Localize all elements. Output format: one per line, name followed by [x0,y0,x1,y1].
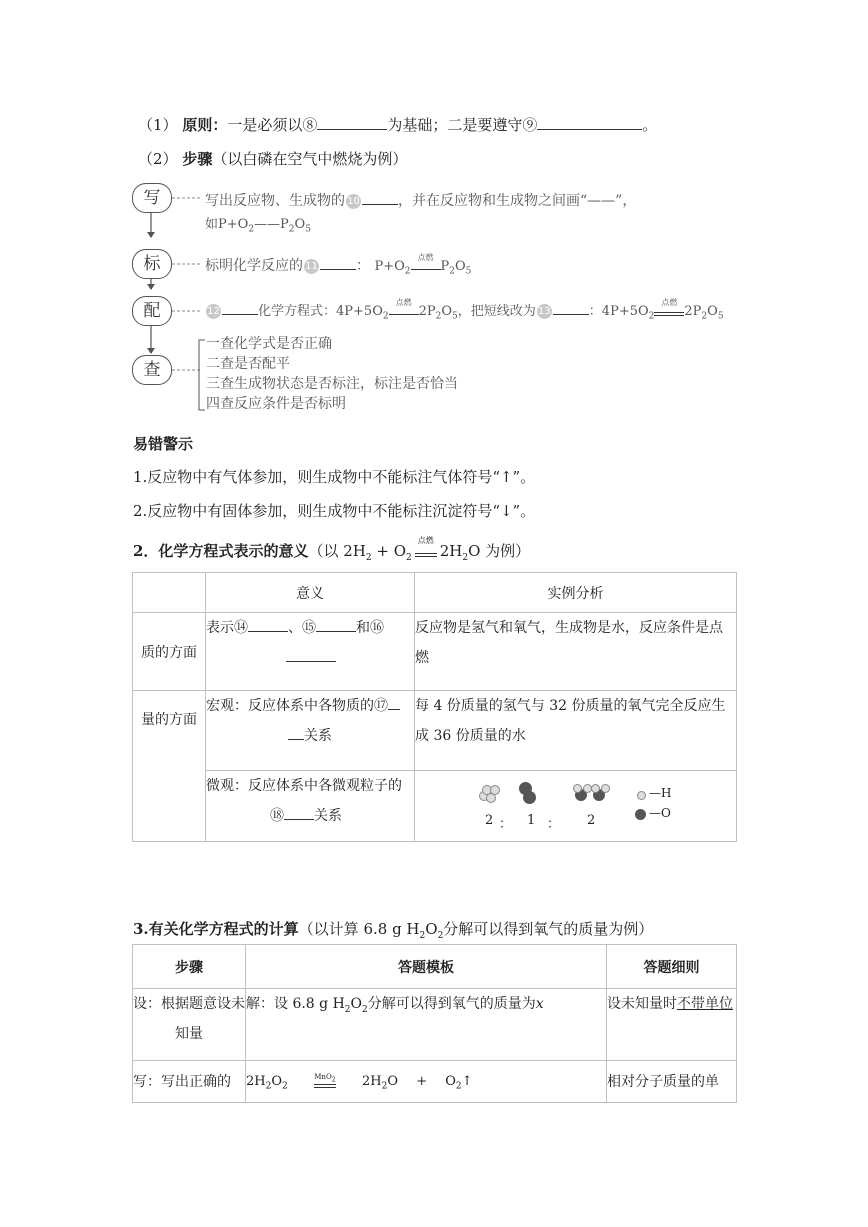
calc-header-template: 答题模板 [246,945,607,989]
blank-number-16: ⑯ [370,620,384,636]
check-item-3: 三查生成物状态是否标注，标注是否恰当 [206,376,458,392]
write-eq-left: 如P+O [205,217,249,232]
principle-label: 原则： [182,116,228,134]
meaning-table [132,572,737,842]
meaning-row2-meaning: 宏观：反应体系中各物质的⑰ 关系 [206,691,415,771]
principle-line [138,114,657,135]
calc-catalyst: MnO [314,1072,332,1081]
check-step-list [206,334,458,414]
balance-text-b: ，把短线改为 [457,304,536,319]
blank-number-14: ⑭ [234,620,248,636]
legend-o-atom [635,809,646,820]
h2-molecule-atom-4 [490,785,500,795]
calc-row1-rule: 设未知量时不带单位 [607,989,737,1061]
principle-num: （1） [138,116,178,134]
calc-row1-rule-underlined: 不带单位 [677,996,733,1012]
calc-title-line: 3.有关化学方程式的计算（以计算 6.8 g $H_2O_2$分解可以得到氧气的质量为例） [133,920,654,941]
steps-label: 步骤 [182,150,213,168]
blank-number-9: ⑨ [522,116,538,134]
balance-text-a: 化学方程式： [258,304,337,319]
calc-row2-template: $2H_2O_2$ MnO$_2$ $2H_2O$ + $O_2↑$ [246,1061,607,1103]
legend-h-label: —H [649,786,672,800]
warning-item-1: 1.反应物中有气体参加，则生成物中不能标注气体符号“↑”。 [133,468,536,486]
check-item-1: 一查化学式是否正确 [206,336,332,352]
mark-step-line: 标明化学反应的 11 ： $P+O_2$ 点燃 $P_2O_5$ [205,252,472,277]
meaning-header-meaning: 意义 [206,573,415,613]
calc-row1-template: 解：设 6.8 g $H_2O_2$分解可以得到氧气的质量为x [246,989,607,1061]
write-step-line2: 如$P+O_2——P_2O_5$ [205,217,311,235]
meaning-condition: 点燃 [417,536,434,545]
write-step-line1 [205,190,636,210]
blank-number-11: 11 [305,260,318,272]
legend-o-label: —O [649,806,671,820]
calc-row2-step: 写：写出正确的 [133,1061,246,1103]
balance-condition-2: 点燃 [661,297,678,307]
calc-row2-rule: 相对分子质量的单 [607,1061,737,1103]
steps-num: （2） [138,150,178,168]
blank-10 [362,190,398,205]
write-text-a: 写出反应物、生成物的 [205,193,345,209]
blank-13 [553,300,589,315]
mark-text: 标明化学反应的 [205,258,303,274]
blank-11 [320,255,356,270]
calc-table [132,944,737,1103]
calc-title: 3.有关化学方程式的计算 [133,920,299,938]
molecule-diagram: 2 ： 1 ： 2 —H —O [415,771,735,841]
principle-text-a: 一是必须以 [227,116,303,134]
write-eq-dash: —— [254,217,281,232]
h2o-molecule-h-4 [601,784,610,793]
check-item-2: 二查是否配平 [206,356,290,372]
warning-item-2: 2.反应物中有固体参加，则生成物中不能标注沉淀符号“↓”。 [133,502,536,520]
meaning-row3-example [415,771,737,842]
ratio-value-3: 2 [587,813,596,828]
meaning-row3-meaning: 微观：反应体系中各微观粒子的 ⑱ 关系 [206,771,415,842]
calc-header-step: 步骤 [133,945,246,989]
h2o-molecule-h-3 [591,784,600,793]
o2-molecule-atom-2 [523,791,536,804]
blank-number-10: 10 [347,195,360,207]
blank-number-8: ⑧ [302,116,318,134]
mark-condition: 点燃 [417,252,434,262]
h2o-molecule-h-1 [573,784,582,793]
calc-row1-step: 设：根据题意设未知量 [133,989,246,1061]
check-item-4: 四查反应条件是否标明 [206,396,346,412]
steps-note: （以白磷在空气中燃烧为例） [212,150,408,168]
blank-number-13: 13 [537,306,551,317]
blank-8 [317,115,387,130]
steps-header [138,148,407,169]
blank-number-12: 12 [207,306,220,317]
meaning-row2-label: 量的方面 [133,691,206,842]
meaning-row1-example: 反应物是氢气和氧气，生成物是水，反应条件是点燃 [415,613,737,691]
balance-step-line: 12 化学方程式：$4P+5O_2$ 点燃 $2P_2O_5$，把短线改为 13 ：$4P+5O_2$ 点燃 $2P_2O_5$ [207,297,724,322]
calc-header-rule: 答题细则 [607,945,737,989]
legend-h-atom [637,791,646,800]
step-mark-box: 标 [132,249,172,279]
ratio-value-2: 1 [527,813,536,828]
step-write-box: 写 [132,183,172,213]
meaning-row1-label: 质的方面 [133,613,206,691]
blank-number-17: ⑰ [374,698,388,714]
step-check-box: 查 [132,355,172,385]
warning-title: 易错警示 [133,435,194,453]
meaning-header-example: 实例分析 [415,573,737,613]
meaning-row2-example: 每 4 份质量的氢气与 32 份质量的氧气完全反应生成 36 份质量的水 [415,691,737,771]
meaning-row1-meaning: 表示⑭ 、⑮ 和⑯ [206,613,415,691]
ratio-value-1: 2 [485,813,494,828]
principle-end: 。 [642,116,658,134]
balance-condition-1: 点燃 [395,297,412,307]
blank-9 [537,115,642,130]
principle-text-b: 为基础；二是要遵守 [387,116,523,134]
write-text-b: ，并在反应物和生成物之间画“——”， [398,193,637,209]
blank-number-15: ⑮ [302,620,316,636]
step-balance-box: 配 [132,296,172,326]
meaning-title: 2．化学方程式表示的意义 [133,542,309,560]
meaning-title-line: 2．化学方程式表示的意义（以 $2H_2 + O_2$ 点燃 $2H_2O$ 为例） [133,536,531,563]
blank-number-18: ⑱ [270,808,284,824]
blank-12 [222,300,258,315]
